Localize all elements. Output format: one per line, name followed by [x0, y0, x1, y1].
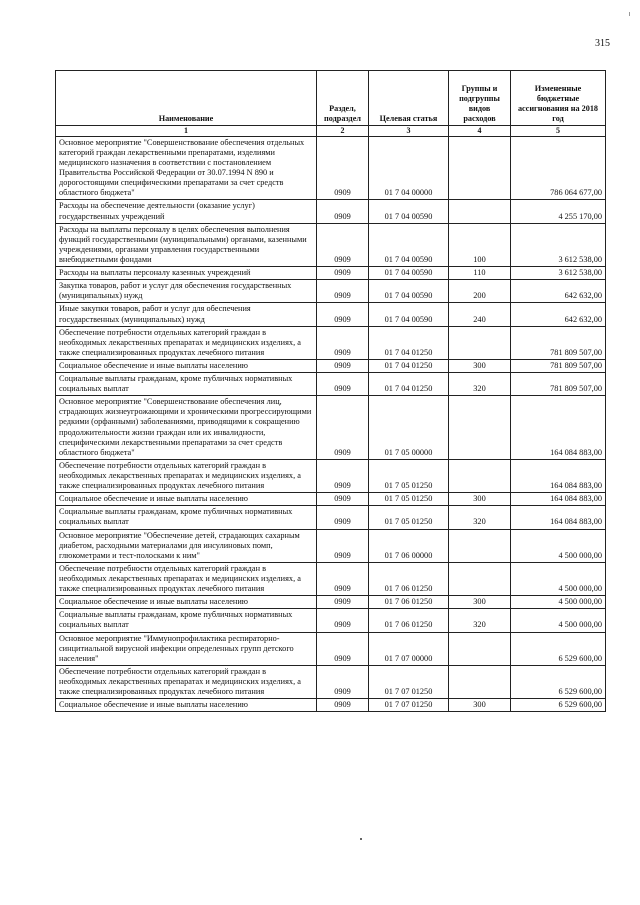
cell-target: 01 7 04 00590: [369, 303, 449, 326]
cell-amount: 4 500 000,00: [511, 609, 606, 632]
table-row: [56, 267, 606, 280]
column-number: 2: [317, 126, 369, 137]
cell-section: 0909: [317, 326, 369, 359]
cell-section: 0909: [317, 596, 369, 609]
table-row: [56, 373, 606, 396]
cell-group: 240: [449, 303, 511, 326]
cell-target: 01 7 04 00590: [369, 280, 449, 303]
cell-target: 01 7 04 00590: [369, 200, 449, 223]
column-number: 4: [449, 126, 511, 137]
column-number: 1: [56, 126, 317, 137]
cell-section: 0909: [317, 632, 369, 665]
cell-section: 0909: [317, 396, 369, 460]
cell-group: 320: [449, 506, 511, 529]
cell-target: 01 7 06 00000: [369, 529, 449, 562]
cell-name: Социальное обеспечение и иные выплаты населению: [56, 699, 317, 712]
cell-amount: 781 809 507,00: [511, 359, 606, 372]
cell-section: 0909: [317, 459, 369, 492]
cell-name: Обеспечение потребности отдельных категорий граждан в необходимых лекарственных препаратах и медицинских изделиях, а также специализированных продуктах лечебного питания: [56, 326, 317, 359]
table-row: [56, 136, 606, 200]
header-amount: Измененные бюджетные ассигнования на 2018 год: [511, 71, 606, 126]
cell-section: 0909: [317, 303, 369, 326]
cell-section: 0909: [317, 609, 369, 632]
cell-name: Расходы на обеспечение деятельности (оказание услуг) государственных учреждений: [56, 200, 317, 223]
cell-name: Социальные выплаты гражданам, кроме публичных нормативных социальных выплат: [56, 506, 317, 529]
budget-table: [55, 70, 606, 712]
cell-section: 0909: [317, 506, 369, 529]
cell-name: Социальные выплаты гражданам, кроме публичных нормативных социальных выплат: [56, 373, 317, 396]
table-row: [56, 459, 606, 492]
cell-name: Обеспечение потребности отдельных категорий граждан в необходимых лекарственных препаратах и медицинских изделиях, а также специализированных продуктах лечебного питания: [56, 562, 317, 595]
cell-section: 0909: [317, 136, 369, 200]
cell-amount: 3 612 538,00: [511, 223, 606, 266]
cell-group: 200: [449, 280, 511, 303]
table-row: [56, 396, 606, 460]
scan-dot: [360, 838, 362, 840]
cell-amount: 3 612 538,00: [511, 267, 606, 280]
cell-target: 01 7 05 01250: [369, 459, 449, 492]
cell-name: Иные закупки товаров, работ и услуг для обеспечения государственных (муниципальных) нужд: [56, 303, 317, 326]
table-row: [56, 200, 606, 223]
cell-name: Основное мероприятие "Совершенствование обеспечения отдельных категорий граждан лекарственными препаратами, изделиями медицинского назначения в соответствии с постановлением Правительства Российской Федерации от 30.07.1994 N 890 и дорогостоящими специфическими препаратами за счет средств областного бюджета": [56, 136, 317, 200]
scan-mark: [629, 12, 630, 16]
cell-section: 0909: [317, 665, 369, 698]
header-section: Раздел, подраздел: [317, 71, 369, 126]
header-name: Наименование: [56, 71, 317, 126]
cell-amount: 642 632,00: [511, 280, 606, 303]
cell-target: 01 7 05 00000: [369, 396, 449, 460]
cell-amount: 781 809 507,00: [511, 373, 606, 396]
table-row: [56, 529, 606, 562]
column-number: 3: [369, 126, 449, 137]
cell-target: 01 7 04 01250: [369, 359, 449, 372]
cell-target: 01 7 04 01250: [369, 326, 449, 359]
table-row: [56, 303, 606, 326]
cell-group: 300: [449, 699, 511, 712]
cell-amount: 164 084 883,00: [511, 459, 606, 492]
cell-target: 01 7 04 00590: [369, 223, 449, 266]
table-row: [56, 609, 606, 632]
cell-group: [449, 136, 511, 200]
cell-target: 01 7 04 01250: [369, 373, 449, 396]
cell-group: [449, 665, 511, 698]
cell-target: 01 7 06 01250: [369, 562, 449, 595]
cell-amount: 786 064 677,00: [511, 136, 606, 200]
cell-name: Основное мероприятие "Обеспечение детей, страдающих сахарным диабетом, расходными материалами для инсулиновых помп, глюкометрами и тест-полосками к ним": [56, 529, 317, 562]
cell-group: 100: [449, 223, 511, 266]
cell-group: 320: [449, 373, 511, 396]
cell-section: 0909: [317, 493, 369, 506]
table-row: [56, 506, 606, 529]
cell-group: [449, 632, 511, 665]
cell-amount: 642 632,00: [511, 303, 606, 326]
cell-target: 01 7 07 01250: [369, 665, 449, 698]
cell-amount: 6 529 600,00: [511, 699, 606, 712]
header-group: Группы и подгруппы видов расходов: [449, 71, 511, 126]
cell-section: 0909: [317, 359, 369, 372]
table-row: [56, 562, 606, 595]
table-header-row: [56, 71, 606, 126]
cell-target: 01 7 04 00000: [369, 136, 449, 200]
cell-group: [449, 529, 511, 562]
column-number-row: [56, 126, 606, 137]
cell-group: [449, 396, 511, 460]
cell-target: 01 7 04 00590: [369, 267, 449, 280]
cell-section: 0909: [317, 200, 369, 223]
cell-target: 01 7 07 00000: [369, 632, 449, 665]
column-number: 5: [511, 126, 606, 137]
cell-group: 300: [449, 596, 511, 609]
table-row: [56, 596, 606, 609]
cell-name: Обеспечение потребности отдельных категорий граждан в необходимых лекарственных препаратах и медицинских изделиях, а также специализированных продуктах лечебного питания: [56, 459, 317, 492]
cell-section: 0909: [317, 267, 369, 280]
cell-section: 0909: [317, 373, 369, 396]
cell-group: [449, 200, 511, 223]
cell-target: 01 7 07 01250: [369, 699, 449, 712]
cell-amount: 4 500 000,00: [511, 562, 606, 595]
cell-group: [449, 562, 511, 595]
table-row: [56, 223, 606, 266]
cell-group: [449, 326, 511, 359]
cell-section: 0909: [317, 280, 369, 303]
cell-target: 01 7 06 01250: [369, 596, 449, 609]
table-body: [56, 136, 606, 712]
cell-amount: 4 500 000,00: [511, 529, 606, 562]
cell-group: 110: [449, 267, 511, 280]
cell-name: Расходы на выплаты персоналу в целях обеспечения выполнения функций государственными (муниципальными) органами, казенными учреждениями, органами управления государственными внебюджетными фондами: [56, 223, 317, 266]
cell-amount: 4 255 170,00: [511, 200, 606, 223]
header-target: Целевая статья: [369, 71, 449, 126]
cell-amount: 164 084 883,00: [511, 396, 606, 460]
cell-amount: 781 809 507,00: [511, 326, 606, 359]
cell-name: Социальное обеспечение и иные выплаты населению: [56, 493, 317, 506]
cell-group: 300: [449, 359, 511, 372]
cell-amount: 164 084 883,00: [511, 506, 606, 529]
cell-name: Социальное обеспечение и иные выплаты населению: [56, 596, 317, 609]
cell-section: 0909: [317, 699, 369, 712]
cell-group: [449, 459, 511, 492]
cell-target: 01 7 05 01250: [369, 506, 449, 529]
cell-amount: 4 500 000,00: [511, 596, 606, 609]
table-row: [56, 665, 606, 698]
cell-name: Социальные выплаты гражданам, кроме публичных нормативных социальных выплат: [56, 609, 317, 632]
cell-name: Социальное обеспечение и иные выплаты населению: [56, 359, 317, 372]
table-row: [56, 632, 606, 665]
table-row: [56, 699, 606, 712]
cell-name: Обеспечение потребности отдельных категорий граждан в необходимых лекарственных препаратах и медицинских изделиях, а также специализированных продуктах лечебного питания: [56, 665, 317, 698]
cell-group: 320: [449, 609, 511, 632]
cell-target: 01 7 05 01250: [369, 493, 449, 506]
cell-group: 300: [449, 493, 511, 506]
cell-target: 01 7 06 01250: [369, 609, 449, 632]
table-row: [56, 326, 606, 359]
cell-section: 0909: [317, 562, 369, 595]
cell-name: Расходы на выплаты персоналу казенных учреждений: [56, 267, 317, 280]
cell-amount: 164 084 883,00: [511, 493, 606, 506]
cell-section: 0909: [317, 529, 369, 562]
cell-name: Закупка товаров, работ и услуг для обеспечения государственных (муниципальных) нужд: [56, 280, 317, 303]
page-number: 315: [595, 38, 610, 49]
cell-amount: 6 529 600,00: [511, 632, 606, 665]
table-row: [56, 493, 606, 506]
cell-section: 0909: [317, 223, 369, 266]
cell-amount: 6 529 600,00: [511, 665, 606, 698]
table-row: [56, 280, 606, 303]
cell-name: Основное мероприятие "Совершенствование обеспечения лиц, страдающих жизнеугрожающими и хроническими прогрессирующими редкими (орфанными) заболеваниями, приводящими к сокращению продолжительности жизни граждан или их инвалидности, специфическими лекарственными препаратами за счет средств областного бюджета": [56, 396, 317, 460]
table-row: [56, 359, 606, 372]
cell-name: Основное мероприятие "Иммунопрофилактика респираторно-синцитиальной вирусной инфекции определенных групп детского населения": [56, 632, 317, 665]
